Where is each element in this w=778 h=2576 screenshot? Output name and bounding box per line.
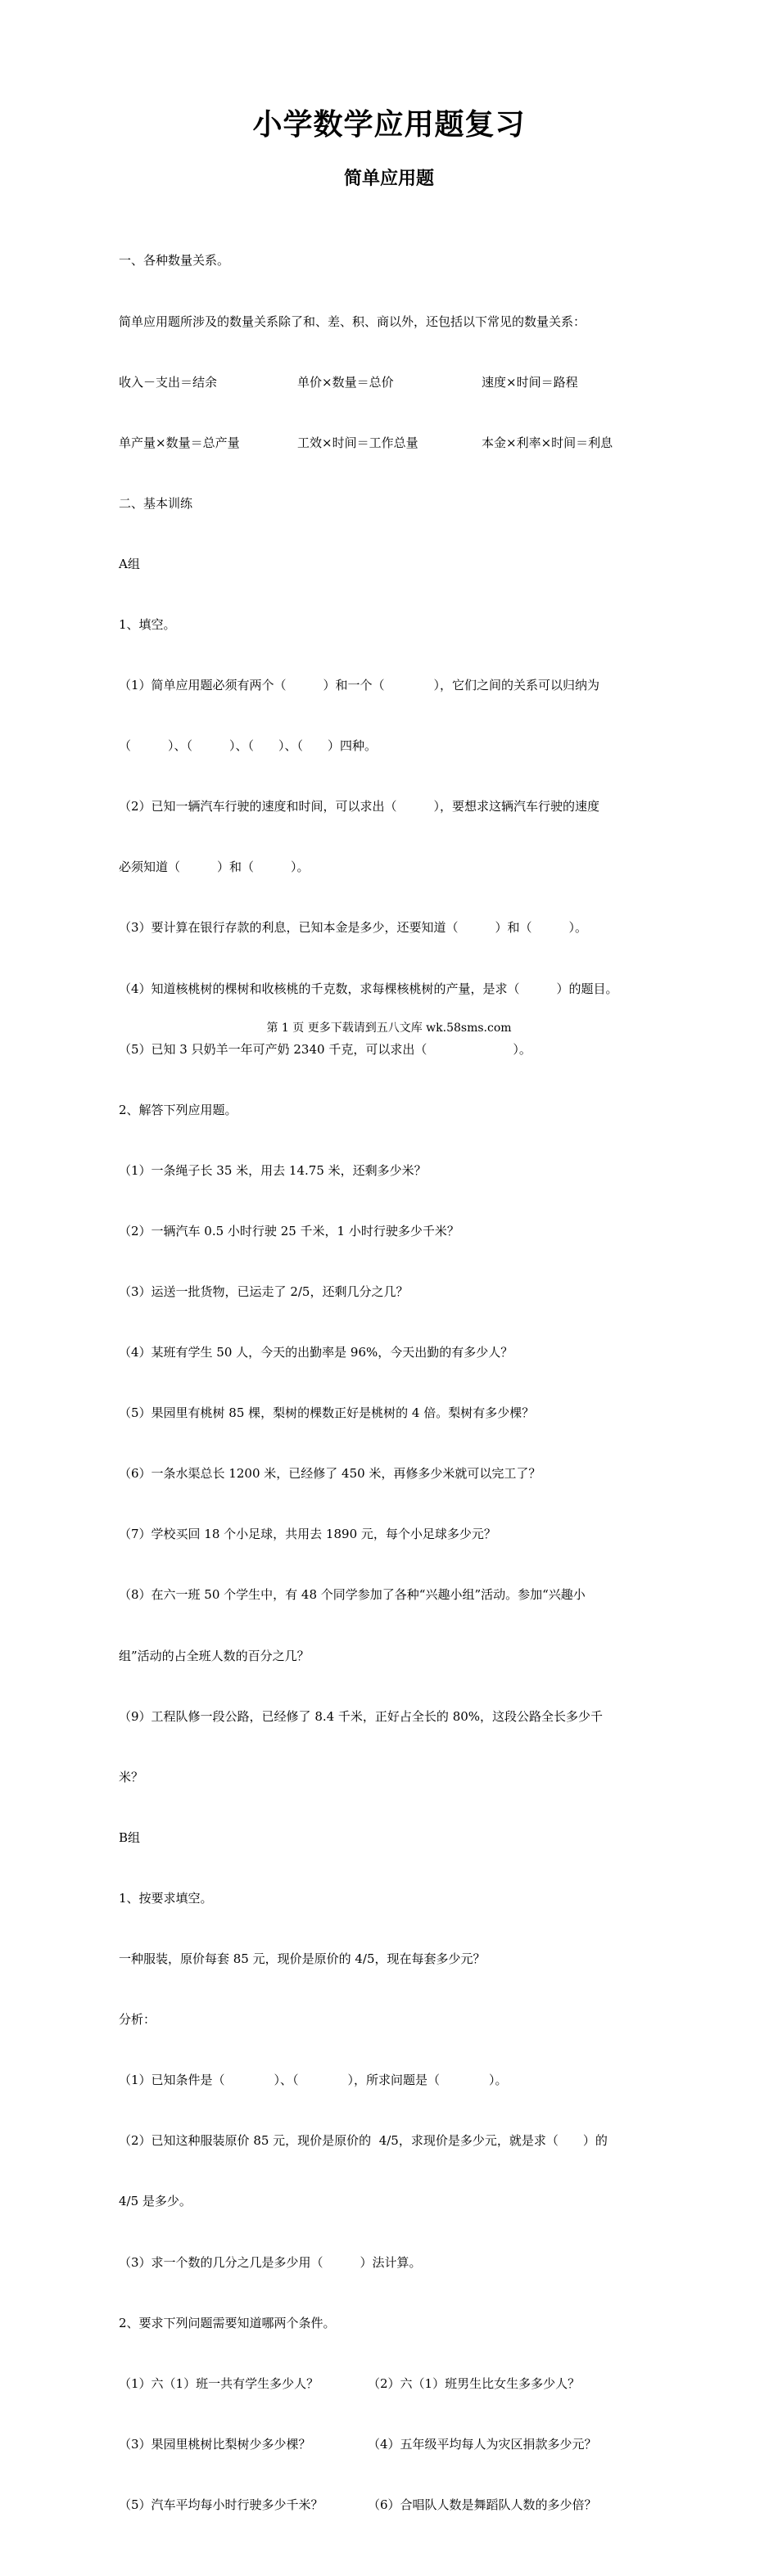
- question-line: （2）已知一辆汽车行驶的速度和时间，可以求出（ ），要想求这辆汽车行驶的速度: [119, 799, 600, 814]
- relations-row: [119, 372, 667, 393]
- question-line: （2）已知这种服装原价 85 元，现价是原价的 4/5，求现价是多少元，就是求（ ）的: [119, 2133, 608, 2149]
- question-line: （1）一条绳子长 35 米，用去 14.75 米，还剩多少米？: [119, 1162, 427, 1178]
- question-line: （1）简单应用题必须有两个（ ）和一个（ ），它们之间的关系可以归纳为: [119, 678, 600, 693]
- question-line: （3）要计算在银行存款的利息，已知本金是多少，还要知道（ ）和（ ）。: [119, 920, 588, 936]
- question-line: 一种服装，原价每套 85 元，现价是原价的 4/5，现在每套多少元？: [119, 1951, 486, 1967]
- question-item: （3）果园里桃树比梨树少多少棵？: [119, 2436, 311, 2452]
- question-line: （4）某班有学生 50 人，今天的出勤率是 96%，今天出勤的有多少人？: [119, 1345, 513, 1360]
- relation: 单价×数量＝总价: [297, 374, 394, 390]
- group-label: A组: [119, 556, 140, 571]
- question-item: （1）六（1）班一共有学生多少人？: [119, 2375, 319, 2391]
- question-line: （1）已知条件是（ ）、（ ），所求问题是（ ）。: [119, 2073, 508, 2088]
- question-line: 4/5 是多少。: [119, 2194, 192, 2209]
- question-line: （5）已知 3 只奶羊一年可产奶 2340 千克，可以求出（ ）。: [119, 1041, 531, 1057]
- question-line: （8）在六一班 50 个学生中，有 48 个同学参加了各种“兴趣小组”活动。参加“兴趣小: [119, 1587, 586, 1603]
- question-line: （3）求一个数的几分之几是多少用（ ）法计算。: [119, 2254, 422, 2270]
- question-heading: 1、按要求填空。: [119, 1890, 213, 1906]
- question-item: （6）合唱队人数是舞蹈队人数的多少倍？: [368, 2497, 597, 2512]
- page-title: 小学数学应用题复习: [252, 107, 526, 142]
- question-heading: 2、解答下列应用题。: [119, 1102, 237, 1117]
- relation: 速度×时间＝路程: [482, 374, 578, 390]
- section-heading: 二、基本训练: [119, 495, 193, 511]
- question-item: （2）六（1）班男生比女生多多少人？: [368, 2375, 581, 2391]
- question-heading: 1、填空。: [119, 616, 176, 632]
- question-row: [119, 2434, 667, 2455]
- question-item: （4）五年级平均每人为灾区捐款多少元？: [368, 2436, 597, 2452]
- analysis-label: 分析：: [119, 2012, 156, 2028]
- question-line: （9）工程队修一段公路，已经修了 8.4 千米，正好占全长的 80%，这段公路全长多少千: [119, 1708, 604, 1724]
- relation: 收入－支出＝结余: [119, 374, 218, 390]
- page-subtitle: 简单应用题: [343, 168, 434, 189]
- question-row: [119, 2495, 667, 2515]
- question-line: 必须知道（ ）和（ ）。: [119, 859, 310, 875]
- relation: 工效×时间＝工作总量: [297, 435, 418, 450]
- question-line: （3）运送一批货物，已运走了 2/5，还剩几分之几？: [119, 1284, 409, 1299]
- question-line: （6）一条水渠总长 1200 米，已经修了 450 米，再修多少米就可以完工了？: [119, 1466, 541, 1482]
- section-heading: 一、各种数量关系。: [119, 253, 230, 268]
- group-label: B组: [119, 1829, 141, 1845]
- question-line: （7）学校买回 18 个小足球，共用去 1890 元，每个小足球多少元？: [119, 1527, 496, 1542]
- question-line: （4）知道核桃树的棵树和收核桃的千克数，求每棵核桃树的产量，是求（ ）的题目。: [119, 981, 618, 996]
- question-line: （5）果园里有桃树 85 棵，梨树的棵数正好是桃树的 4 倍。梨树有多少棵？: [119, 1405, 535, 1421]
- document-body: [119, 210, 667, 2556]
- question-line: （ ）、（ ）、（ ）、（ ）四种。: [119, 738, 378, 754]
- page-footer: 第 1 页 更多下载请到五八文库 wk.58sms.com: [266, 1022, 512, 1035]
- question-line: 组”活动的占全班人数的百分之几？: [119, 1648, 310, 1663]
- relation: 单产量×数量＝总产量: [119, 435, 240, 450]
- question-line: （2）一辆汽车 0.5 小时行驶 25 千米，1 小时行驶多少千米？: [119, 1223, 459, 1238]
- relations-row: [119, 433, 667, 453]
- relation: 本金×利率×时间＝利息: [482, 435, 613, 450]
- question-item: （5）汽车平均每小时行驶多少千米？: [119, 2497, 323, 2512]
- question-line: 米？: [119, 1769, 144, 1784]
- paragraph: 简单应用题所涉及的数量关系除了和、差、积、商以外，还包括以下常见的数量关系：: [119, 314, 586, 329]
- question-heading: 2、要求下列问题需要知道哪两个条件。: [119, 2315, 336, 2330]
- question-row: [119, 2374, 667, 2394]
